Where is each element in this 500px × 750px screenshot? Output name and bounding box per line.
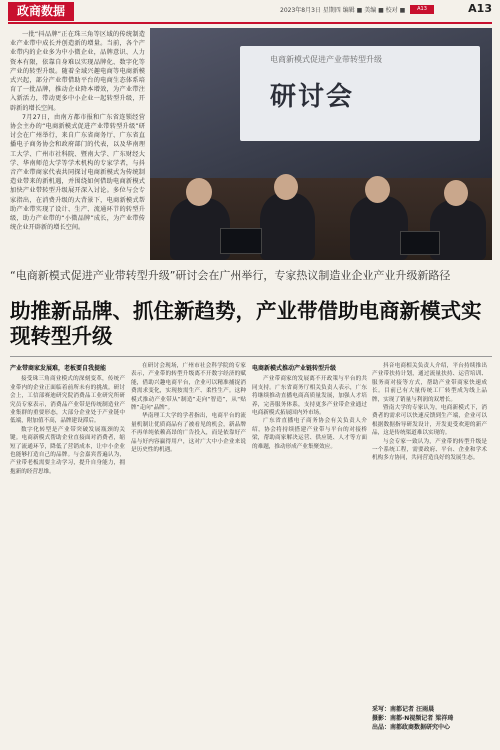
credit-producer: 出品：南都政商数据研究中心	[372, 724, 451, 731]
section-tag: 政商数据	[8, 2, 74, 21]
banner-title: 研讨会	[270, 82, 355, 112]
article-column-3	[252, 362, 367, 451]
attendee-head	[444, 180, 468, 206]
laptop	[400, 231, 440, 255]
article-credits	[372, 705, 453, 732]
credit-photographer: 摄影：南都·N视频记者 梁祥琦	[372, 715, 454, 722]
page-header	[0, 0, 500, 22]
laptop	[220, 228, 262, 254]
banner-subtitle: 电商新模式促进产业带转型升级	[270, 55, 382, 64]
header-rule	[8, 22, 492, 24]
attendee-figure	[260, 193, 315, 260]
body-paragraph: 广东省直播电子商务协会有关负责人介绍，协会将持续搭建产业带与平台的对接桥梁，帮助商家解决运营、供应链、人才等方面的难题，推动形成产业集聚效应。	[252, 418, 367, 450]
attendee-head	[186, 178, 212, 206]
article-subtitle: “电商新模式促进产业带转型升级”研讨会在广州举行，专家热议制造业企业产业升级新路径	[10, 269, 451, 282]
article-column-1	[10, 362, 125, 476]
conference-photo	[150, 28, 492, 260]
article-column-2	[131, 362, 246, 454]
article-headline: 助推新品牌、抓住新趋势，产业带借助电商新模式实现转型升级	[10, 299, 482, 348]
body-paragraph: 接受珠三角商业模式的深刻变革，传统产业带内的企业正面临着前所未有的挑战。研讨会上，工信部赛迪研究院消费品工业研究所研究员专家表示，消费品产业带是传统制造业产业集群的重要形态，大部分企业处于产业链中低端，附加值不高，品牌建设滞后。	[10, 376, 125, 425]
body-paragraph: 抖音电商相关负责人介绍，平台持续推出产业带扶持计划，通过流量扶持、运营培训、服务商对接等方式，帮助产业带商家快速成长。目前已有大量传统工厂转型成为线上品牌，实现了销量与利润的双增长。	[372, 363, 487, 403]
section-heading: 电商新模式推动产业链转型升级	[252, 365, 337, 372]
credit-reporter: 采写：南都记者 汪雨晨	[372, 706, 435, 713]
body-paragraph: 与会专家一致认为，产业带的转型升级是一个系统工程，需要政府、平台、企业和学术机构多方协同，共同营造良好的发展生态。	[372, 438, 487, 462]
attendee-head	[365, 176, 390, 203]
body-paragraph: 在研讨会现场，广州市社会科学院的专家表示，产业带的转型升级离不开数字经济的赋能，借助兴趣电商平台，企业可以精准捕捉消费需求变化，实现按需生产、柔性生产。这种模式推动产业带从“制造”走向“智造”，从“贴牌”走向“品牌”。	[131, 363, 246, 412]
event-banner	[240, 46, 480, 141]
date-line: 2023年8月3日 星期四 编辑 ■ 美编 ■ 校对 ■	[280, 7, 406, 14]
body-paragraph: 数字化转型是产业带突破发展瓶颈的关键。电商新模式帮助企业直接面对消费者，缩短了流通环节，降低了营销成本，让中小企业也能够打造自己的品牌。与会嘉宾普遍认为，产业带老板需要主动学习，提升自身能力，拥抱新的经营思维。	[10, 426, 125, 475]
body-paragraph: 暨南大学的专家认为，电商新模式下，消费者的需求可以快速反馈到生产端，企业可以根据数据指导研发设计，开发更受欢迎的新产品，这是传统渠道难以实现的。	[372, 405, 487, 437]
body-paragraph: 华南理工大学的学者指出，电商平台的流量机制让优质商品有了被看见的机会，新品牌不再单纯依赖高昂的广告投入，而是依靠好产品与好内容赢得用户，这对广大中小企业来说是历史性的机遇。	[131, 413, 246, 454]
page-tag-badge: A13	[410, 5, 434, 14]
body-paragraph: 产业带商家的发展离不开政策与平台的共同支持。广东省商务厅相关负责人表示，广东将继续推动直播电商高质量发展，加强人才培养，完善服务体系，支持更多产业带企业通过电商新模式拓展国内外市场。	[252, 376, 367, 417]
attendee-head	[274, 174, 298, 200]
page-number: A13	[468, 2, 492, 15]
intro-column	[10, 30, 145, 232]
section-heading: 产业带商家发展难，老板要自我提能	[10, 365, 107, 372]
intro-paragraph: 7月27日，由南方都市报和广东省连锁经营协会主办的“电商新模式促进产业带转型升级”研讨会在广州举行，来自广东省商务厅、广东省直播电子商务协会和政府部门的代表，以及华南理工大学、广州市社科院、暨南大学、广东财经大学、华南师范大学等学术机构的专家学者，与抖音产业带商家代表共同探讨电商新模式为传统制造业带来的新机遇，并围绕如何借助电商新模式加快产业带转型升级展开深入讨论。多位与会专家指出，在消费升级的大背景下，电商新模式帮助产业带实现了设计、生产、流通环节的转型升级，助力产业带的“小微品牌”成长，为产业带传统企业开辟新的增长空间。	[10, 113, 145, 232]
article-column-4	[372, 362, 487, 463]
intro-paragraph: 一批“抖品牌”正在珠三角等区域的传统制造业产业带中成长并创造新的增量。当前，各个产业带内的企业多为中小微企业，品牌意识、人力资本有限，依靠自身难以实现品牌化、数字化等产业的转型升级。随着全域兴趣电商等电商新模式兴起，部分产业带借助平台的电商生态体系培育了一批品牌，推动企业降本增效，为产业带注入新活力，带动更多中小企业一起转型升级，开辟新的增长空间。	[10, 31, 145, 112]
headline-rule	[10, 356, 492, 357]
